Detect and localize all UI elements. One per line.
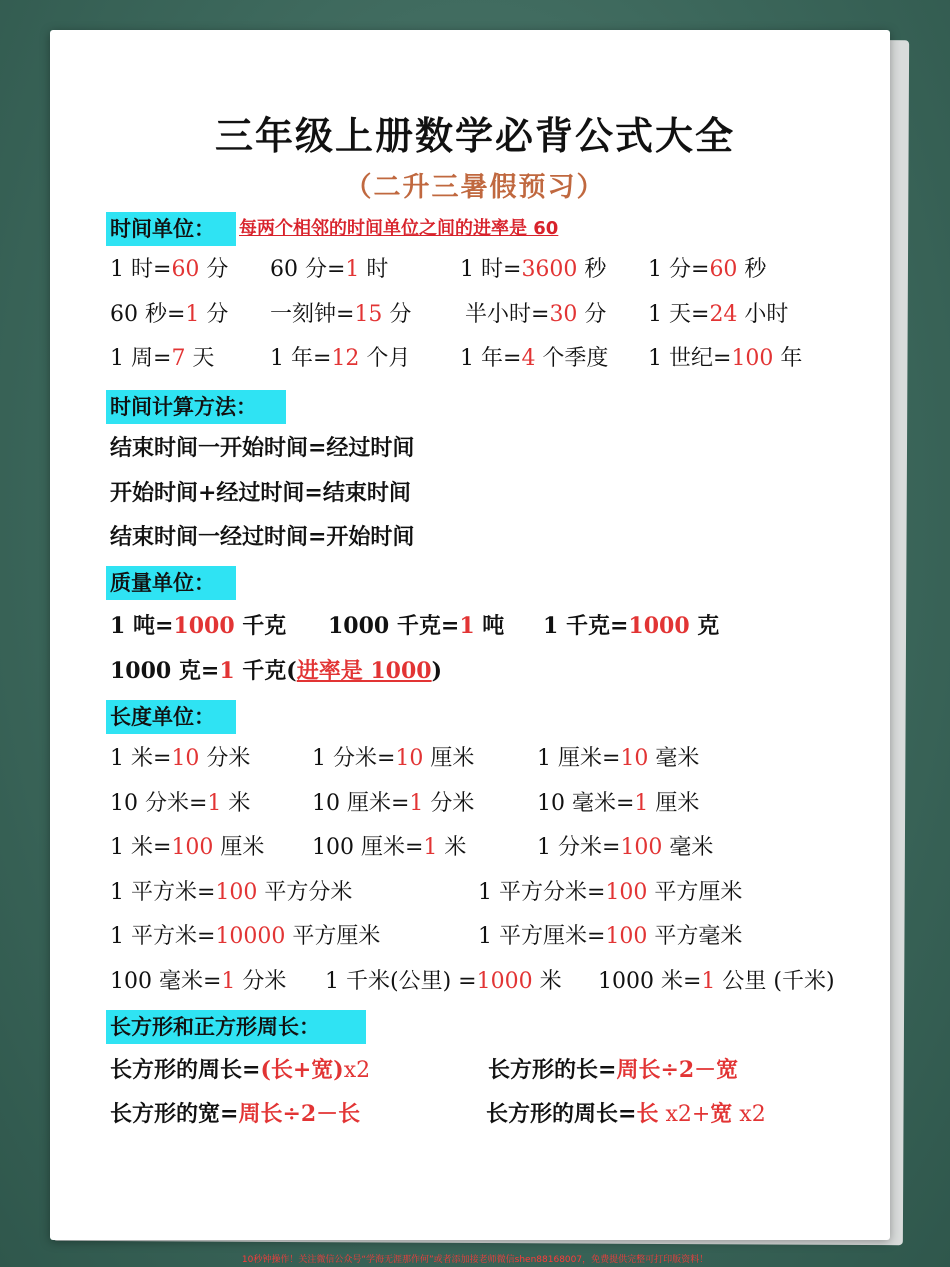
formula-text: 平方厘米 [285, 924, 381, 949]
formula-text: 毫米 [648, 746, 700, 771]
formula [110, 744, 250, 774]
value-red: x2 [343, 1058, 371, 1083]
time-units-note: 每两个相邻的时间单位之间的进率是 60 [239, 218, 559, 239]
formula-text: 厘米 [423, 746, 475, 771]
formula-text: 1 米= [110, 746, 172, 771]
value-red: 10 [620, 746, 649, 771]
formula [648, 255, 766, 285]
value-red: x2 [732, 1102, 766, 1127]
formula-text: 1 分米= [312, 746, 396, 771]
value-red: 1 [423, 835, 438, 860]
formula-text: 1000 克= [110, 658, 220, 684]
formula-text: 毫米 [662, 835, 714, 860]
section-heading-perimeter: 长方形和正方形周长： [106, 1010, 366, 1044]
formula-text: 1 平方米= [110, 924, 216, 949]
formula-text: 1 周= [110, 346, 172, 371]
value-red: 100 [620, 835, 663, 860]
value-red: 周长÷2－长 [238, 1101, 361, 1127]
time-calc-line: 开始时间+经过时间=结束时间 [110, 480, 411, 506]
value-red: 7 [171, 346, 186, 371]
value-red: 4 [521, 346, 536, 371]
value-red: 10 [171, 746, 200, 771]
formula-text: 1 米= [110, 835, 172, 860]
formula [110, 878, 352, 908]
formula-text: 分 [382, 302, 412, 327]
value-red: 长 [636, 1101, 659, 1127]
value-red: 15 [354, 302, 383, 327]
value-red: 100 [605, 880, 648, 905]
formula [537, 744, 699, 774]
formula [460, 255, 606, 285]
formula [110, 1099, 360, 1129]
formula-text: 1 分= [648, 257, 710, 282]
formula-text: 小时 [737, 302, 789, 327]
formula [270, 255, 388, 285]
formula-text: 10 毫米= [537, 791, 635, 816]
formula-text: 分米 [235, 969, 287, 994]
formula-text: 1 时= [110, 257, 172, 282]
formula-text: 1 天= [648, 302, 710, 327]
value-red: 3600 [521, 257, 578, 282]
formula-text: 天 [185, 346, 215, 371]
formula-text: 1 厘米= [537, 746, 621, 771]
section-heading-time-calc: 时间计算方法： [106, 390, 286, 424]
formula-text: 吨 [474, 613, 505, 639]
value-red: 100 [605, 924, 648, 949]
formula-text: 个季度 [535, 346, 609, 371]
formula-text: 长方形的周长= [110, 1057, 261, 1083]
formula-text: 年 [773, 346, 803, 371]
formula [478, 922, 742, 952]
time-calc-line: 结束时间一开始时间=经过时间 [110, 435, 415, 461]
value-red: 1 [207, 791, 222, 816]
formula [478, 878, 742, 908]
formula [543, 611, 719, 641]
formula-text: 分 [199, 302, 229, 327]
formula-text: 100 毫米= [110, 969, 222, 994]
value-red: 100 [171, 835, 214, 860]
formula [537, 789, 699, 819]
value-red: 24 [709, 302, 738, 327]
page-title: 三年级上册数学必背公式大全 [214, 114, 735, 158]
formula-text: 米 [532, 969, 562, 994]
value-red: 1000 [173, 613, 235, 639]
formula-text: 1 千米(公里) = [325, 969, 477, 994]
formula [110, 656, 442, 686]
formula-text: 1000 米= [598, 969, 702, 994]
formula-text: 1 千克= [543, 613, 629, 639]
value-red: 10 [395, 746, 424, 771]
formula [312, 744, 474, 774]
formula-text: 10 分米= [110, 791, 208, 816]
formula-text: 米 [221, 791, 251, 816]
formula-text: 1 时= [460, 257, 522, 282]
formula-text: 长方形的长= [488, 1057, 617, 1083]
section-heading-time-units: 时间单位： [106, 212, 236, 246]
value-red: 1 [221, 969, 236, 994]
page-subtitle: （二升三暑假预习） [344, 172, 606, 203]
formula [648, 300, 788, 330]
formula [328, 611, 504, 641]
formula-text: 分 [199, 257, 229, 282]
formula [465, 300, 606, 330]
value-red: 30 [549, 302, 578, 327]
footer-watermark: 10秒钟操作！关注微信公众号“学海无涯那作何”或者添加接老师微信shen88168007，免费提供完整可打印版资料！ [241, 1255, 709, 1265]
formula-text: 时 [359, 257, 389, 282]
value-red: 1 [219, 658, 235, 684]
formula-text: 1 年= [460, 346, 522, 371]
formula [270, 344, 410, 374]
time-calc-line: 结束时间一经过时间=开始时间 [110, 524, 415, 550]
formula-text: 平方毫米 [647, 924, 743, 949]
value-red: 100 [731, 346, 774, 371]
formula [110, 611, 286, 641]
formula [110, 1055, 370, 1086]
formula-text: 厘米 [213, 835, 265, 860]
formula-text: 一刻钟= [270, 302, 355, 327]
formula [110, 344, 214, 374]
value-red: 1 [185, 302, 200, 327]
formula-text: 60 秒= [110, 302, 186, 327]
value-red: 60 [171, 257, 200, 282]
value-red: 1000 [628, 613, 690, 639]
formula-text: 秒 [737, 257, 767, 282]
formula-text: 分 [577, 302, 607, 327]
formula-text: 平方分米 [257, 880, 353, 905]
formula [110, 922, 380, 952]
value-red: 周长÷2－宽 [616, 1057, 739, 1083]
formula-text: 1 年= [270, 346, 332, 371]
formula [110, 967, 286, 997]
value-red: 进率是 1000 [296, 658, 432, 684]
formula [312, 789, 474, 819]
formula [460, 344, 608, 374]
formula [325, 967, 562, 997]
formula [648, 344, 802, 374]
formula [110, 300, 228, 330]
formula [110, 255, 228, 285]
formula-text: 60 分= [270, 257, 346, 282]
formula-text: 个月 [359, 346, 411, 371]
formula-text: 1 平方分米= [478, 880, 606, 905]
formula-text: 1 吨= [110, 613, 174, 639]
formula-text: 长方形的宽= [110, 1101, 239, 1127]
formula-text: 10 厘米= [312, 791, 410, 816]
formula-text: 分米 [423, 791, 475, 816]
value-red: 10000 [215, 924, 286, 949]
formula-text: 长方形的周长= [486, 1101, 637, 1127]
formula [312, 833, 466, 863]
value-red: (长+宽) [260, 1057, 344, 1083]
formula [110, 789, 250, 819]
formula-text: 100 厘米= [312, 835, 424, 860]
formula-text: 米 [437, 835, 467, 860]
formula-text: 半小时= [465, 302, 550, 327]
formula-text: 平方厘米 [647, 880, 743, 905]
value-red: 1000 [476, 969, 533, 994]
formula [486, 1099, 766, 1130]
formula-text: 秒 [577, 257, 607, 282]
formula [488, 1055, 738, 1085]
formula-text: 克 [689, 613, 720, 639]
formula-text: 分米 [199, 746, 251, 771]
formula-text: 公里 (千米) [715, 969, 835, 994]
value-red: 1 [634, 791, 649, 816]
formula [270, 300, 411, 330]
formula-text: 1 平方厘米= [478, 924, 606, 949]
value-red: 12 [331, 346, 360, 371]
formula-text: ) [431, 658, 443, 684]
value-red: 宽 [710, 1101, 733, 1127]
value-red: 1 [701, 969, 716, 994]
formula-text: 1 世纪= [648, 346, 732, 371]
value-red: 1 [409, 791, 424, 816]
formula [110, 833, 264, 863]
value-red: 100 [215, 880, 258, 905]
value-red: 60 [709, 257, 738, 282]
formula-text: 厘米 [648, 791, 700, 816]
formula-text: 千克( [234, 658, 297, 684]
section-heading-length-units: 长度单位： [106, 700, 236, 734]
value-red: 1 [345, 257, 360, 282]
formula-text: 千克 [234, 613, 287, 639]
formula-text: 1000 千克= [328, 613, 460, 639]
formula-text: 1 分米= [537, 835, 621, 860]
value-red: 1 [459, 613, 475, 639]
section-heading-mass-units: 质量单位： [106, 566, 236, 600]
formula [598, 967, 835, 997]
formula [537, 833, 713, 863]
value-red: x2+ [658, 1102, 711, 1127]
formula-text: 1 平方米= [110, 880, 216, 905]
